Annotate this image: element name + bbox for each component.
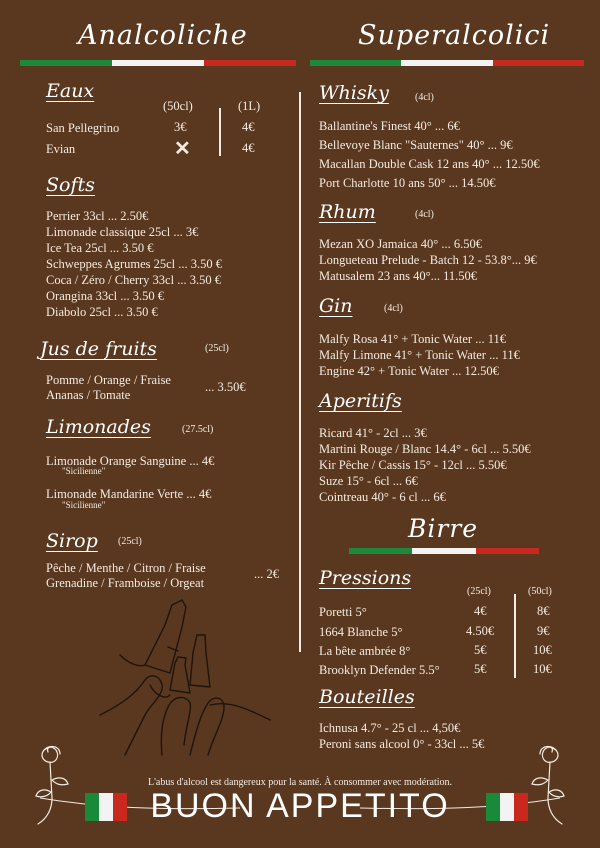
sirop-heading: Sirop xyxy=(46,530,98,552)
gin-list xyxy=(319,331,520,379)
list-item: Port Charlotte 10 ans 50° ... 14.50€ xyxy=(319,176,496,190)
list-item: Ballantine's Finest 40° ... 6€ xyxy=(319,119,460,133)
pression-price-50cl: 10€ xyxy=(533,643,552,657)
eaux-row-name: Evian xyxy=(46,142,76,156)
limonade-subtitle: "Sicilienne" xyxy=(62,466,106,476)
list-item: Orangina 33cl ... 3.50 € xyxy=(46,289,165,303)
pressions-heading: Pressions xyxy=(319,567,412,589)
whisky-list xyxy=(319,117,540,193)
bouteilles-list xyxy=(319,720,484,752)
list-item: Coca / Zéro / Cherry 33cl ... 3.50 € xyxy=(46,273,221,287)
italian-flag-right-icon xyxy=(486,793,528,821)
analcoliche-title: Analcoliche xyxy=(78,20,248,51)
pression-price-25cl: 5€ xyxy=(474,643,487,657)
list-item: Macallan Double Cask 12 ans 40° ... 12.50€ xyxy=(319,157,540,171)
list-item: Ice Tea 25cl ... 3.50 € xyxy=(46,241,154,255)
eaux-col-50cl: (50cl) xyxy=(163,99,193,113)
pression-row-name: La bête ambrée 8° xyxy=(319,644,411,658)
jus-line-2: Ananas / Tomate xyxy=(46,388,131,402)
pression-row-name: Brooklyn Defender 5.5° xyxy=(319,663,440,677)
limonade-item: Limonade Mandarine Verte ... 4€ xyxy=(46,487,212,501)
eaux-row-name: San Pellegrino xyxy=(46,121,120,135)
gin-heading: Gin xyxy=(319,295,353,317)
list-item: Ichnusa 4.7° - 25 cl ... 4,50€ xyxy=(319,721,461,735)
jus-price: ... 3.50€ xyxy=(205,380,246,394)
pression-row-name: Poretti 5° xyxy=(319,605,367,619)
list-item: Suze 15° - 6cl ... 6€ xyxy=(319,474,418,488)
aperitifs-list xyxy=(319,425,531,505)
whisky-volume: (4cl) xyxy=(415,92,434,103)
list-item: Longueteau Prelude - Batch 12 - 53.8°... 9€ xyxy=(319,253,537,267)
eaux-col-1l: (1L) xyxy=(238,99,261,113)
superalcolici-title: Superalcolici xyxy=(358,20,551,51)
toasting-bottles-illustration xyxy=(90,595,280,760)
jus-volume: (25cl) xyxy=(205,343,229,354)
rhum-list xyxy=(319,236,537,284)
bouteilles-heading: Bouteilles xyxy=(319,686,415,708)
rhum-heading: Rhum xyxy=(319,201,376,223)
limonade-subtitle: "Sicilienne" xyxy=(62,500,106,510)
list-item: Ricard 41° - 2cl ... 3€ xyxy=(319,426,427,440)
jus-heading: Jus de fruits xyxy=(40,338,157,360)
sirop-volume: (25cl) xyxy=(118,536,142,547)
list-item: Bellevoye Blanc "Sauternes" 40° ... 9€ xyxy=(319,138,513,152)
list-item: Peroni sans alcool 0° - 33cl ... 5€ xyxy=(319,737,485,751)
limonades-heading: Limonades xyxy=(46,416,151,438)
list-item: Perrier 33cl ... 2.50€ xyxy=(46,209,149,223)
birre-title: Birre xyxy=(408,514,479,543)
pression-row-name: 1664 Blanche 5° xyxy=(319,625,403,639)
list-item: Malfy Limone 41° + Tonic Water ... 11€ xyxy=(319,348,520,362)
unavailable-cross-icon: ✕ xyxy=(174,138,191,160)
italian-flag-bar-right xyxy=(310,60,584,66)
buon-appetito-slogan: BUON APPETITO xyxy=(150,787,450,825)
list-item: Diabolo 25cl ... 3.50 € xyxy=(46,305,158,319)
limonade-item: Limonade Orange Sanguine ... 4€ xyxy=(46,454,215,468)
column-divider xyxy=(299,92,301,652)
pression-price-25cl: 5€ xyxy=(474,662,487,676)
list-item: Matusalem 23 ans 40°... 11.50€ xyxy=(319,269,477,283)
sirop-price: ... 2€ xyxy=(254,567,279,581)
aperitifs-heading: Aperitifs xyxy=(319,390,402,412)
pression-price-50cl: 10€ xyxy=(533,662,552,676)
eaux-heading: Eaux xyxy=(46,80,95,102)
list-item: Martini Rouge / Blanc 14.4° - 6cl ... 5.50€ xyxy=(319,442,531,456)
eaux-divider xyxy=(219,108,221,156)
whisky-heading: Whisky xyxy=(319,82,389,104)
list-item: Kir Pêche / Cassis 15° - 12cl ... 5.50€ xyxy=(319,458,507,472)
list-item: Schweppes Agrumes 25cl ... 3.50 € xyxy=(46,257,223,271)
list-item: Mezan XO Jamaica 40° ... 6.50€ xyxy=(319,237,482,251)
rhum-volume: (4cl) xyxy=(415,209,434,220)
gin-volume: (4cl) xyxy=(384,303,403,314)
sirop-line-1: Pêche / Menthe / Citron / Fraise xyxy=(46,561,206,575)
pression-price-50cl: 8€ xyxy=(537,604,550,618)
pressions-divider xyxy=(514,594,516,678)
sirop-line-2: Grenadine / Framboise / Orgeat xyxy=(46,576,205,590)
jus-line-1: Pomme / Orange / Fraise xyxy=(46,373,171,387)
pressions-col-25cl: (25cl) xyxy=(467,586,491,597)
list-item: Malfy Rosa 41° + Tonic Water ... 11€ xyxy=(319,332,506,346)
eaux-row-price-1l: 4€ xyxy=(242,141,255,155)
eaux-row-price-50cl: 3€ xyxy=(174,120,187,134)
italian-flag-bar-left xyxy=(20,60,296,66)
list-item: Limonade classique 25cl ... 3€ xyxy=(46,225,199,239)
pression-price-25cl: 4€ xyxy=(474,604,487,618)
list-item: Cointreau 40° - 6 cl ... 6€ xyxy=(319,490,446,504)
pression-price-25cl: 4.50€ xyxy=(466,624,495,638)
limonades-volume: (27.5cl) xyxy=(182,424,214,435)
softs-heading: Softs xyxy=(46,174,95,196)
eaux-row-price-1l: 4€ xyxy=(242,120,255,134)
softs-list xyxy=(46,208,222,320)
pressions-col-50cl: (50cl) xyxy=(528,586,552,597)
list-item: Engine 42° + Tonic Water ... 12.50€ xyxy=(319,364,499,378)
pression-price-50cl: 9€ xyxy=(537,624,550,638)
italian-flag-bar-birre xyxy=(349,548,539,554)
alcohol-warning: L'abus d'alcool est dangereux pour la santé. À consommer avec modération. xyxy=(147,777,453,788)
